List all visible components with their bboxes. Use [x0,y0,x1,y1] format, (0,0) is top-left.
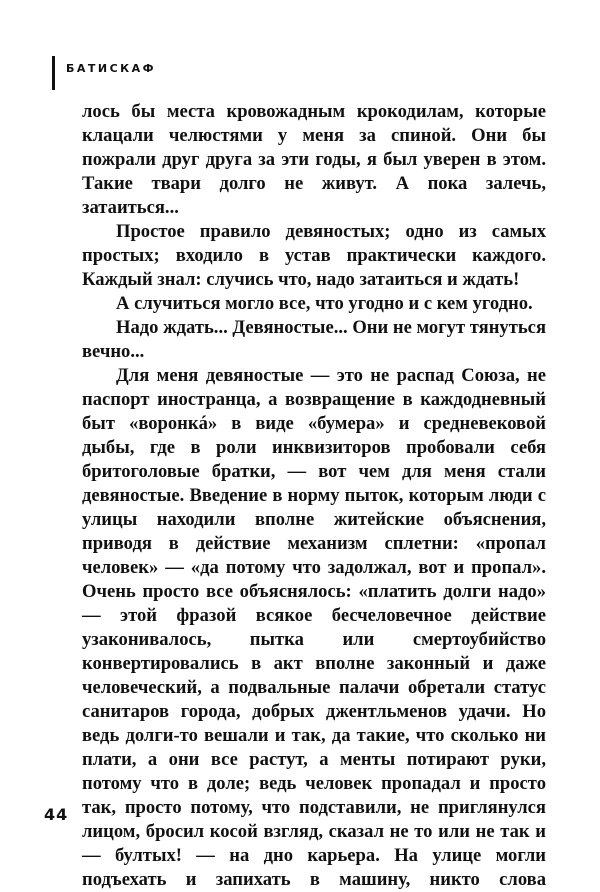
running-head-title: БАТИСКАФ [66,62,157,75]
paragraph-4: Надо ждать... Девяностые... Они не могут тянуться вечно... [82,317,546,362]
paragraph-1: лось бы места кровожадным крокодилам, которые клацали челюстями у меня за спиной. Они бы пожрали друг друга за эти годы, я был уверен в этом. Такие твари долго не живут. А пока залечь, затаиться... [82,101,546,218]
page-number: 44 [44,805,69,824]
paragraph-2: Простое правило девяностых; одно из самых простых; входило в устав практически каждого. Каждый знал: случись что, надо затаиться и ждать! [82,221,546,290]
paragraph-5: Для меня девяностые — это не распад Союза, не паспорт иностранца, а возвращение в каждодневный быт «воронкá» в виде «бумера» и средневековой дыбы, где в роли инквизиторов пробовали себя бритоголовые братки, — вот чем для меня стали девяностые. Введение в норму пыток, которым люди с улицы находили вполне житейские объяснения, приводя в действие механизм сплетни: «пропал человек» — «да потому что задолжал, вот и пропал». Очень просто все объяснялось: «платить долги надо» — этой фразой всякое бесчеловечное действие узаконивалось, пытка или смертоубийство конвертировались в акт вполне законный и даже человеческий, а подвальные палачи обретали статус санитаров города, добрых джентльменов удачи. Но ведь долги-то вешали и так, да такие, что сколько ни плати, а они все растут, а менты потирают руки, потому что в доле; ведь человек пропадал и просто так, просто потому, что подставили, не приглянулся лицом, бросил косой взгляд, сказал не то или не так и — бултых! — на дно карьера. На улице могли подъехать и запихать в машину, никто слова [82,365,546,890]
paragraph-3: А случиться могло все, что угодно и с кем угодно. [116,293,533,314]
running-head-rule [52,56,55,90]
page-body [82,100,546,892]
